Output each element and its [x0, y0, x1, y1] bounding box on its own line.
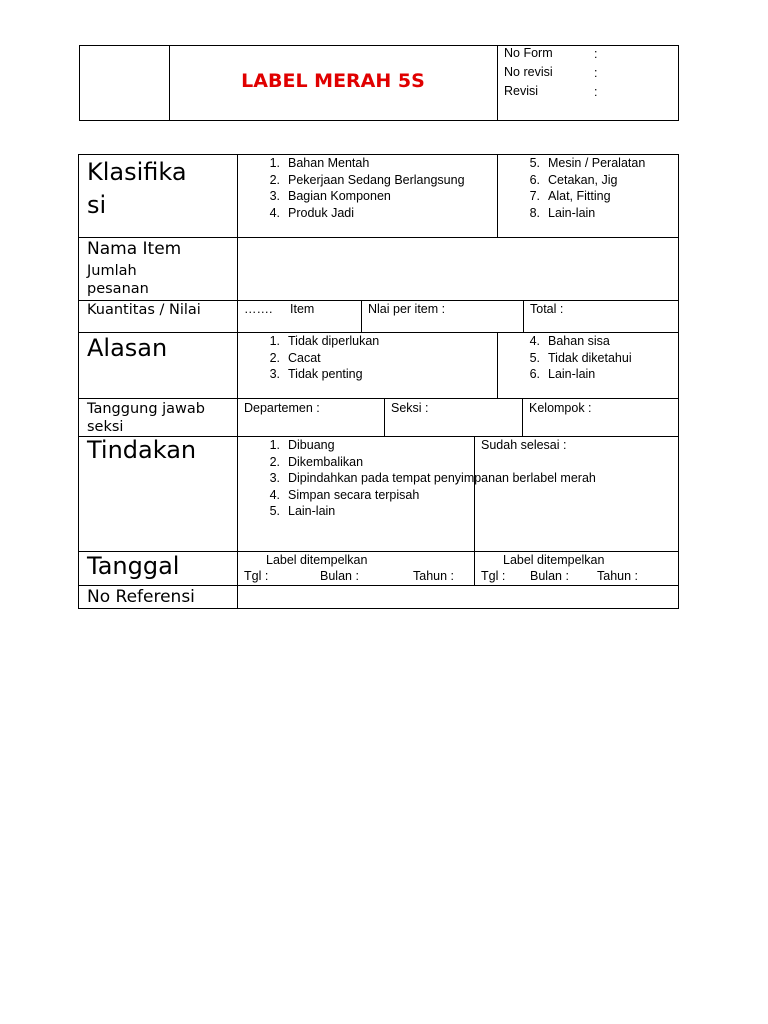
kelompok-label: Kelompok : — [529, 401, 592, 415]
list-item: 2. Dikembalikan — [269, 454, 364, 469]
tanggal-left-tgl: Tgl : — [244, 569, 269, 583]
kuantitas-divider — [361, 300, 362, 332]
jumlah-pesanan-label: Jumlah pesanan — [87, 263, 149, 297]
alasan-label: Alasan — [87, 334, 168, 362]
form-title: LABEL MERAH 5S — [241, 70, 425, 92]
list-item: 4. Bahan sisa — [529, 334, 610, 348]
list-item: 6. Cetakan, Jig — [529, 172, 618, 187]
list-item: 1. Dibuang — [269, 438, 335, 452]
tanggung-jawab-label: Tanggung jawab seksi — [87, 401, 205, 435]
tindakan-label: Tindakan — [87, 436, 197, 464]
list-item: 5. Tidak diketahui — [529, 350, 632, 365]
tanggal-label: Tanggal — [87, 552, 180, 580]
meta-no-form-sep: : — [594, 47, 598, 61]
list-item: 2. Pekerjaan Sedang Berlangsung — [269, 172, 465, 187]
no-referensi-label: No Referensi — [87, 587, 195, 607]
alasan-divider — [497, 332, 498, 398]
list-item: 4. Simpan secara terpisah — [269, 487, 420, 502]
label-column-divider — [237, 154, 238, 609]
tanggal-left-tahun: Tahun : — [413, 569, 455, 583]
tanggung-jawab-divider — [522, 398, 523, 436]
header-divider-right — [497, 45, 498, 121]
list-item: 3. Bagian Komponen — [269, 189, 391, 203]
list-item: 5. Lain-lain — [269, 504, 336, 518]
sudah-selesai-label: Sudah selesai : — [481, 438, 567, 452]
tanggal-right-tgl: Tgl : — [481, 569, 506, 583]
seksi-label: Seksi : — [391, 401, 429, 415]
tanggal-divider — [474, 551, 475, 585]
meta-revisi-sep: : — [594, 85, 598, 99]
list-item: 1. Tidak diperlukan — [269, 334, 380, 348]
tanggal-left-heading: Label ditempelkan — [266, 553, 368, 567]
klasifikasi-list-right — [522, 155, 645, 221]
tanggal-right-bulan: Bulan : — [530, 569, 569, 583]
klasifikasi-label: Klasifika si — [87, 158, 187, 219]
meta-no-revisi-label: No revisi — [504, 65, 553, 79]
list-item: 8. Lain-lain — [529, 205, 596, 220]
nama-item-label: Nama Item — [87, 239, 182, 259]
tanggal-left-bulan: Bulan : — [320, 569, 359, 583]
alasan-list-left — [262, 333, 379, 383]
row-separator — [78, 585, 679, 586]
tanggal-right-tahun: Tahun : — [597, 569, 639, 583]
kuantitas-divider — [523, 300, 524, 332]
tanggung-jawab-divider — [384, 398, 385, 436]
row-separator — [78, 237, 679, 238]
klasifikasi-list-left — [262, 155, 465, 221]
departemen-label: Departemen : — [244, 401, 320, 415]
kuantitas-label: Kuantitas / Nilai — [87, 302, 201, 318]
kuantitas-item: Item — [290, 302, 315, 316]
list-item: 6. Lain-lain — [529, 367, 596, 381]
kuantitas-dots: ……. — [244, 302, 273, 316]
nilai-per-item: Nlai per item : — [368, 302, 446, 316]
klasifikasi-divider — [497, 154, 498, 237]
tindakan-divider — [474, 436, 475, 551]
alasan-list-right — [522, 333, 632, 383]
list-item: 4. Produk Jadi — [269, 205, 355, 220]
list-item: 1. Bahan Mentah — [269, 156, 370, 170]
tanggal-right-heading: Label ditempelkan — [503, 553, 605, 567]
list-item: 7. Alat, Fitting — [529, 189, 611, 203]
meta-no-form-label: No Form — [504, 46, 553, 60]
list-item: 3. Tidak penting — [269, 367, 363, 381]
list-item: 2. Cacat — [269, 350, 321, 365]
meta-revisi-label: Revisi — [504, 84, 539, 98]
meta-no-revisi-sep: : — [594, 66, 598, 80]
list-item: 3. Dipindahkan pada tempat penyimpanan berlabel merah — [269, 471, 596, 485]
total-label: Total : — [530, 302, 564, 316]
list-item: 5. Mesin / Peralatan — [529, 156, 646, 170]
row-separator — [78, 398, 679, 399]
